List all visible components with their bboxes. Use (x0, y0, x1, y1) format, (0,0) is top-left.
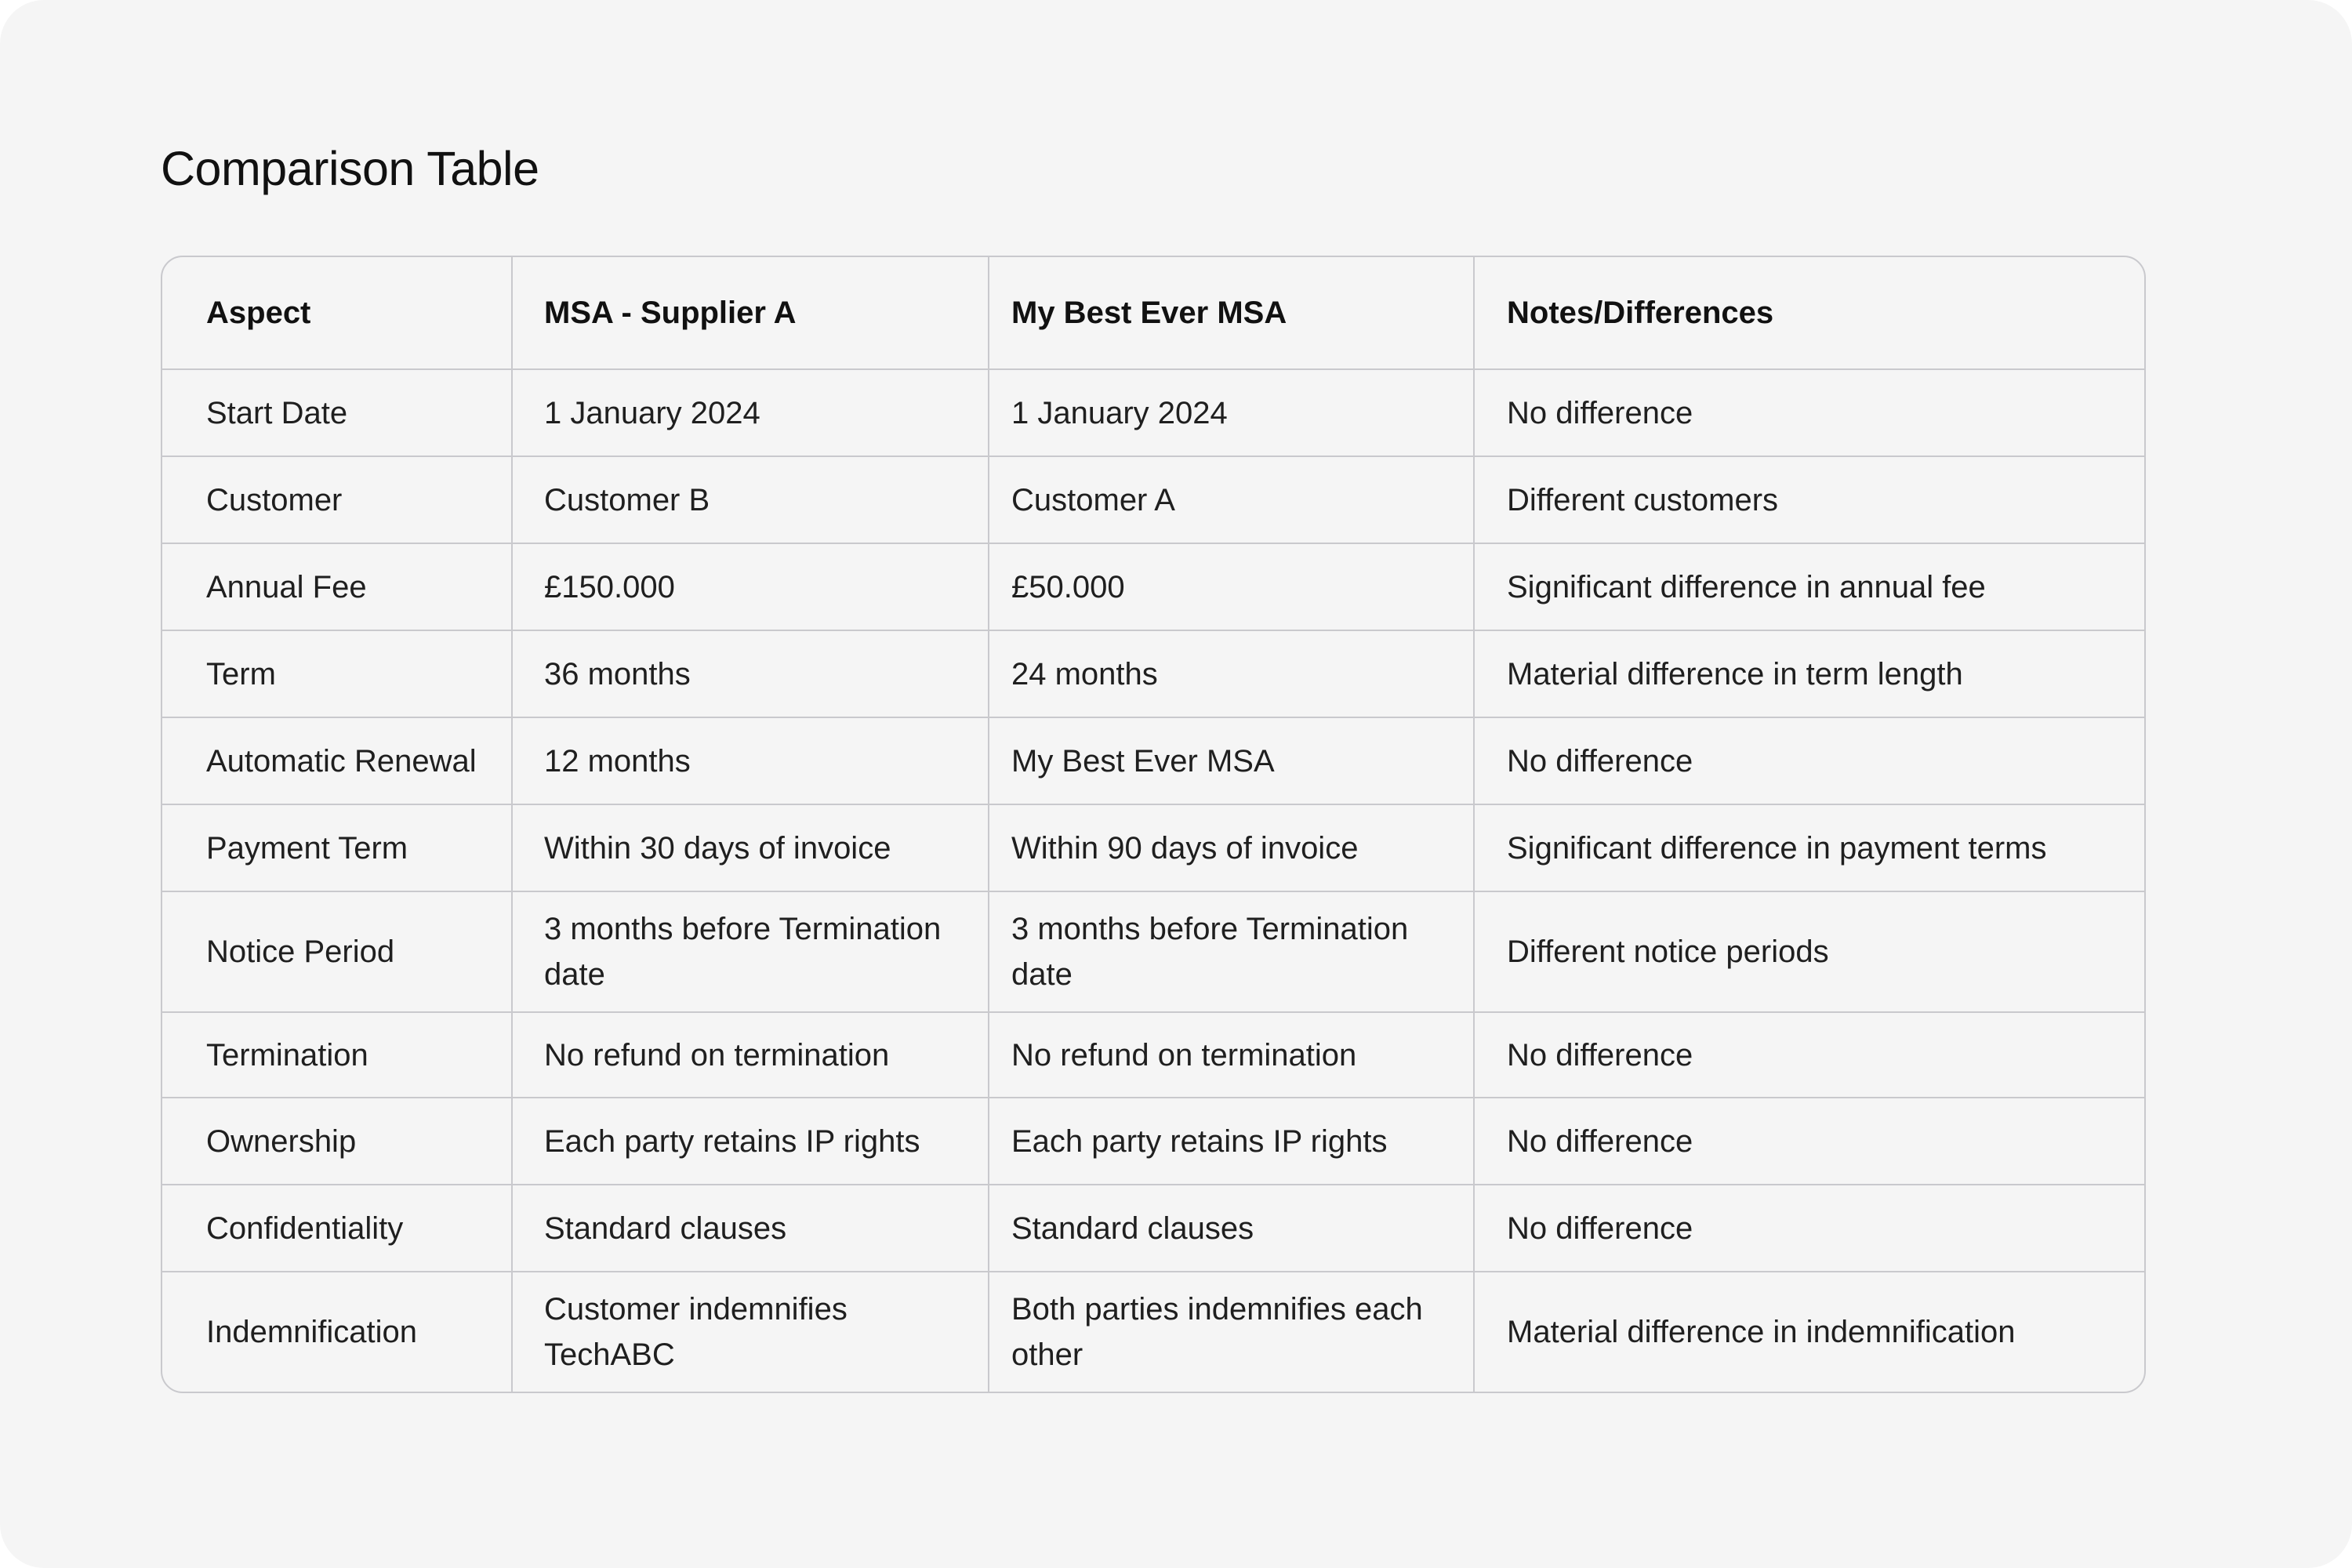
column-header-notes: Notes/Differences (1474, 257, 2144, 369)
cell-best-ever-msa: Both parties indemnifies each other (989, 1272, 1474, 1392)
cell-aspect: Termination (162, 1012, 512, 1098)
cell-notes: No difference (1474, 717, 2144, 804)
comparison-table (162, 257, 2144, 1392)
cell-notes: No difference (1474, 1012, 2144, 1098)
cell-aspect: Automatic Renewal (162, 717, 512, 804)
cell-notes: No difference (1474, 1098, 2144, 1185)
table-row (162, 1012, 2144, 1098)
cell-aspect: Ownership (162, 1098, 512, 1185)
table-row (162, 456, 2144, 543)
cell-best-ever-msa: 1 January 2024 (989, 369, 1474, 456)
cell-aspect: Confidentiality (162, 1185, 512, 1272)
cell-supplier-a: 12 months (512, 717, 989, 804)
cell-supplier-a: No refund on termination (512, 1012, 989, 1098)
column-header-supplier-a: MSA - Supplier A (512, 257, 989, 369)
table-row (162, 891, 2144, 1012)
cell-best-ever-msa: £50.000 (989, 543, 1474, 630)
table-row (162, 543, 2144, 630)
cell-best-ever-msa: No refund on termination (989, 1012, 1474, 1098)
cell-best-ever-msa: Each party retains IP rights (989, 1098, 1474, 1185)
cell-best-ever-msa: Customer A (989, 456, 1474, 543)
cell-notes: No difference (1474, 369, 2144, 456)
cell-notes: No difference (1474, 1185, 2144, 1272)
table-row (162, 630, 2144, 717)
table-row (162, 804, 2144, 891)
table-row (162, 1185, 2144, 1272)
cell-supplier-a: £150.000 (512, 543, 989, 630)
cell-supplier-a: 3 months before Termination date (512, 891, 989, 1012)
cell-aspect: Annual Fee (162, 543, 512, 630)
cell-best-ever-msa: 24 months (989, 630, 1474, 717)
cell-notes: Different notice periods (1474, 891, 2144, 1012)
table-row (162, 717, 2144, 804)
cell-supplier-a: Customer indemnifies TechABC (512, 1272, 989, 1392)
table-row (162, 1098, 2144, 1185)
cell-aspect: Customer (162, 456, 512, 543)
cell-supplier-a: Customer B (512, 456, 989, 543)
comparison-table-container (161, 256, 2146, 1393)
cell-supplier-a: Within 30 days of invoice (512, 804, 989, 891)
cell-notes: Material difference in term length (1474, 630, 2144, 717)
column-header-best-ever-msa: My Best Ever MSA (989, 257, 1474, 369)
cell-aspect: Notice Period (162, 891, 512, 1012)
cell-best-ever-msa: Within 90 days of invoice (989, 804, 1474, 891)
cell-best-ever-msa: My Best Ever MSA (989, 717, 1474, 804)
table-row (162, 1272, 2144, 1392)
cell-best-ever-msa: Standard clauses (989, 1185, 1474, 1272)
cell-notes: Significant difference in payment terms (1474, 804, 2144, 891)
cell-aspect: Term (162, 630, 512, 717)
cell-aspect: Start Date (162, 369, 512, 456)
cell-supplier-a: Standard clauses (512, 1185, 989, 1272)
cell-notes: Material difference in indemnification (1507, 1315, 2016, 1349)
column-header-aspect: Aspect (162, 257, 512, 369)
cell-aspect: Indemnification (162, 1272, 512, 1392)
table-row (162, 369, 2144, 456)
cell-notes: Different customers (1474, 456, 2144, 543)
cell-aspect: Payment Term (162, 804, 512, 891)
cell-supplier-a: Each party retains IP rights (512, 1098, 989, 1185)
cell-supplier-a: 36 months (512, 630, 989, 717)
cell-supplier-a: 1 January 2024 (512, 369, 989, 456)
table-header-row (162, 257, 2144, 369)
page-title: Comparison Table (161, 142, 539, 195)
cell-best-ever-msa: 3 months before Termination date (989, 891, 1474, 1012)
cell-notes: Significant difference in annual fee (1474, 543, 2144, 630)
